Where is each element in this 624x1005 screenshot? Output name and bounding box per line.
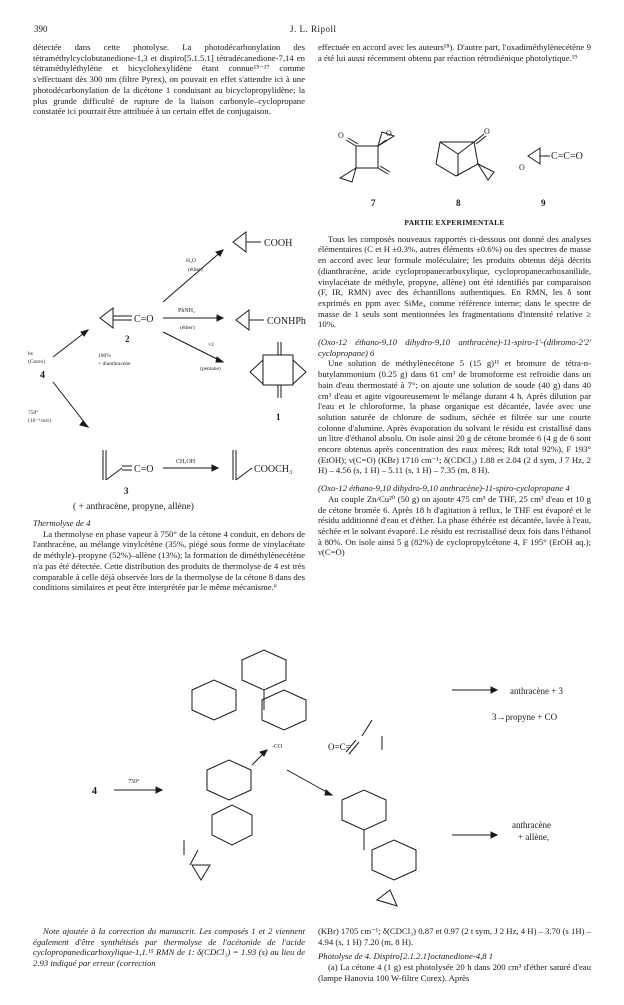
- right-bottom-section: [318, 926, 591, 984]
- footnote-text: Note ajoutée à la correction du manuscrit. Les composés 1 et 2 viennent également d'être synthétisés par thermolyse de l'acétonide de l'acide cyclopropanedicarboxylique-1,1.¹⁵ RMN de 1: δ(CDCl₃) = 1.93 (s) au lieu de 2.93 indiqué par erreur (correction: [33, 926, 305, 969]
- left-column-intro: [33, 42, 305, 117]
- thermolyse-section: [33, 518, 305, 593]
- conhph-label: CONHPh: [267, 316, 306, 327]
- footnote: [33, 926, 305, 969]
- h2o-label: H₂O: [186, 258, 196, 264]
- product-propyne-co: 3→propyne + CO: [492, 712, 558, 722]
- pentane-label: (pentane): [200, 366, 221, 372]
- experimental-section: [318, 218, 591, 558]
- product-anthracene-3: anthracène + 3: [510, 686, 564, 696]
- struct-label-7: 7: [371, 198, 376, 208]
- methanol-label: CH₃OH: [176, 459, 196, 465]
- reaction-scheme-1: [28, 222, 328, 512]
- ether-label-1: (éther): [188, 267, 203, 273]
- struct9-ceo: C=C=O: [551, 151, 583, 162]
- dianthracene-label: + dianthracène: [98, 361, 131, 367]
- pressure-label: (10⁻³ torr): [28, 418, 52, 424]
- ketene-ceo-label: C=O: [134, 314, 154, 325]
- phnh2-label: PhNH₂: [178, 308, 196, 314]
- reaction-scheme-2: [32, 640, 592, 930]
- percent-label: 100%: [98, 353, 111, 359]
- cooch3-label: COOCH₃: [254, 464, 293, 475]
- photolyse-title: Photolyse de 4. Dispiro[2.1.2.1]octanedione-4,8 1: [318, 951, 494, 962]
- compound-6-title: (Oxo-12 éthano-9,10 dihydro-9,10 anthracène)-11-spiro-1'-(dibromo-2'2' cyclopropane) 6: [318, 337, 591, 358]
- byproducts-label: ( + anthracène, propyne, allène): [73, 502, 194, 512]
- ketene-number: 2: [125, 334, 130, 344]
- struct-label-9: 9: [541, 198, 546, 208]
- scheme2-ketene-label: O=C=: [328, 742, 351, 752]
- corex-label: (Corex): [28, 359, 46, 365]
- compound-4-text: Au couple Zn/Cu²⁰ (50 g) on ajoute 475 cm³ de THF, 25 cm³ d'eau et 10 g de cétone bromée 6. Après 18 h d'agitation à reflux, le THF est évaporé et le résidu additionné d'eau et d'éther. La phase éthérée est décantée, lavée à l'eau, séchée et le solvant évaporé. Le résidu est recristallisé deux fois dans l'éthanol à 80%. On isole ainsi 5 g (82%) de cyclopropylcétone 4, F 195° (EtOH aq.); ν(C=O): [318, 493, 591, 558]
- page-number: 390: [34, 24, 48, 34]
- times2-label: ×2: [208, 342, 214, 348]
- compound-4-title: (Oxo-12 éthano-9,10 dihydro-9,10 anthracène)-11-spiro-cyclopropane 4: [318, 483, 570, 494]
- temperature-label: 750°: [28, 410, 39, 416]
- ir-nmr-data: (KBr) 1705 cm⁻¹; δ(CDCl₃) 0.87 et 0.97 (2 t sym, J 2 Hz, 4 H) – 3.70 (s 1H) –4.94 (s, 1 H) 7.20 (m, 8 H).: [318, 926, 591, 947]
- photolyse-text: (a) La cétone 4 (1 g) est photolysée 20 h dans 200 cm³ d'éther saturé d'eau (lampe Hanovia 100 W-filtre Corex). Après: [318, 962, 591, 983]
- right-intro-paragraph: effectuée en accord avec les auteurs¹⁸). D'autre part, l'oxadiméthylènecétène 9 a été lui aussi récemment obtenu par réaction rétrodiénique photolytique.¹⁹: [318, 42, 591, 63]
- vinylketene-number: 3: [124, 486, 129, 496]
- scheme2-co-loss: -CO: [272, 744, 283, 750]
- scheme2-temperature: 750°: [128, 779, 140, 785]
- compound-4-label: 4: [40, 370, 45, 381]
- compound-6-text: Une solution de méthylènecétone 5 (15 g)¹¹ et bromure de tétra-n-butylammonium (0.25 g) dans 61 cm³ de bromoforme est refroidie dans un bain d'eau thermostaté à 7°; on ajoute une solution de soude (40 g) dans 40 cm³ d'eau et agite vigoureusement le mélange durant 4 h. Après dilution par l'eau et le chloroforme, la phase organique est décantée, lavée avec une solution saturée de chlorure de sodium, séchée et filtrée sur une courte colonne d'alumine. Après évaporation du solvant le résidu est cristallisé dans un litre d'éthanol absolu. On isole ainsi 20 g de cétone bromée 6 (4 g de 6 sont encore obtenus après concentration des eaux mères; Rdt total 92%), F 193° (EtOH); ν(C=O) (KBr) 1710 cm⁻¹; δ(CDCl₃) 1.88 et 2.04 (2 d sym, J 7 Hz, 2 H) – 4.56 (s, 1 H) – 5.11 (s, 1 H) – 7.35 (m, 8 H).: [318, 358, 591, 476]
- thermolyse-title: Thermolyse de 4: [33, 518, 91, 528]
- product-anthracene: anthracène: [512, 820, 551, 830]
- running-head: J. L. Ripoll: [290, 24, 337, 34]
- intro-paragraph: détectée dans cette photolyse. La photodécarbonylation des tétraméthylcyclobutanedione-1,3 et dispiro[5.1.5.1] tétradécanedione-7,14 en tétraméthyléthylène et bicyclohexylidène étant connue¹⁵⁻¹⁷ comme s'effectuant dès 300 nm (filtre Pyrex), on pouvait en effet s'attendre ici à une photodécarbonylation de la dicétone 1 conduisant au bicyclopropylidène; la plus grande difficulté de rupture de la liaison carbonyle–cyclopropane constatée ici pourrait être attribuée à un certain effet de conjugaison.: [33, 42, 305, 117]
- struct-label-8: 8: [456, 198, 461, 208]
- right-column-intro: [318, 42, 591, 63]
- cooh-label: COOH: [264, 238, 293, 249]
- struct7-oxygen-left: O: [338, 131, 344, 140]
- dimer-number: 1: [276, 412, 281, 422]
- hv-label: hν: [28, 351, 34, 357]
- structures-7-8-9: [318, 126, 591, 216]
- struct8-oxygen: O: [484, 127, 490, 136]
- vinylketene-ceo-label: C=O: [134, 464, 154, 475]
- struct7-oxygen-top: O: [386, 129, 392, 138]
- struct9-oxygen: O: [519, 163, 525, 172]
- thermolyse-paragraph: La thermolyse en phase vapeur à 750° de la cétone 4 conduit, en dehors de l'anthracène, au mélange vinylcétène (35%, piégé sous forme de vinylacétate de méthyle)–propyne (52%)–allène (13%); la formation de diméthylènecétène n'a pas été détectée. Cette distribution des produits de thermolyse de 4 est très comparable à celle déjà observée lors de la thermolyse de la cétone 8 dans des conditions similaires et peut être interprétée par le même mécanisme.⁶: [33, 528, 305, 593]
- experimental-intro: Tous les composés nouveaux rapportés ci-dessous ont donné des analyses élémentaires (C et H ±0.3%, autres éléments ±0.6%) ou des spectres de masse en accord avec leur formule moléculaire; les produits obtenus déjà décrits (dianthracène, acide cyclopropanecarboxylique, cyclopropanecarboxanilide, vinylacétate de méthyle, propyne, allène) ont été identifiés par comparaison (F, IR, RMN) avec des échantillons authentiques. En RMN, les δ sont exprimés en ppm avec SiMe₄ comme référence interne; dans le spectre de masse de 1 seuls sont mentionnées les fragmentations d'intensité relative ≥ 10%.: [318, 233, 591, 330]
- section-title: PARTIE EXPERIMENTALE: [404, 218, 505, 227]
- product-allene: + allène,: [518, 832, 550, 842]
- scheme2-start-compound: 4: [92, 786, 97, 797]
- ether-label-2: (éther): [180, 325, 195, 331]
